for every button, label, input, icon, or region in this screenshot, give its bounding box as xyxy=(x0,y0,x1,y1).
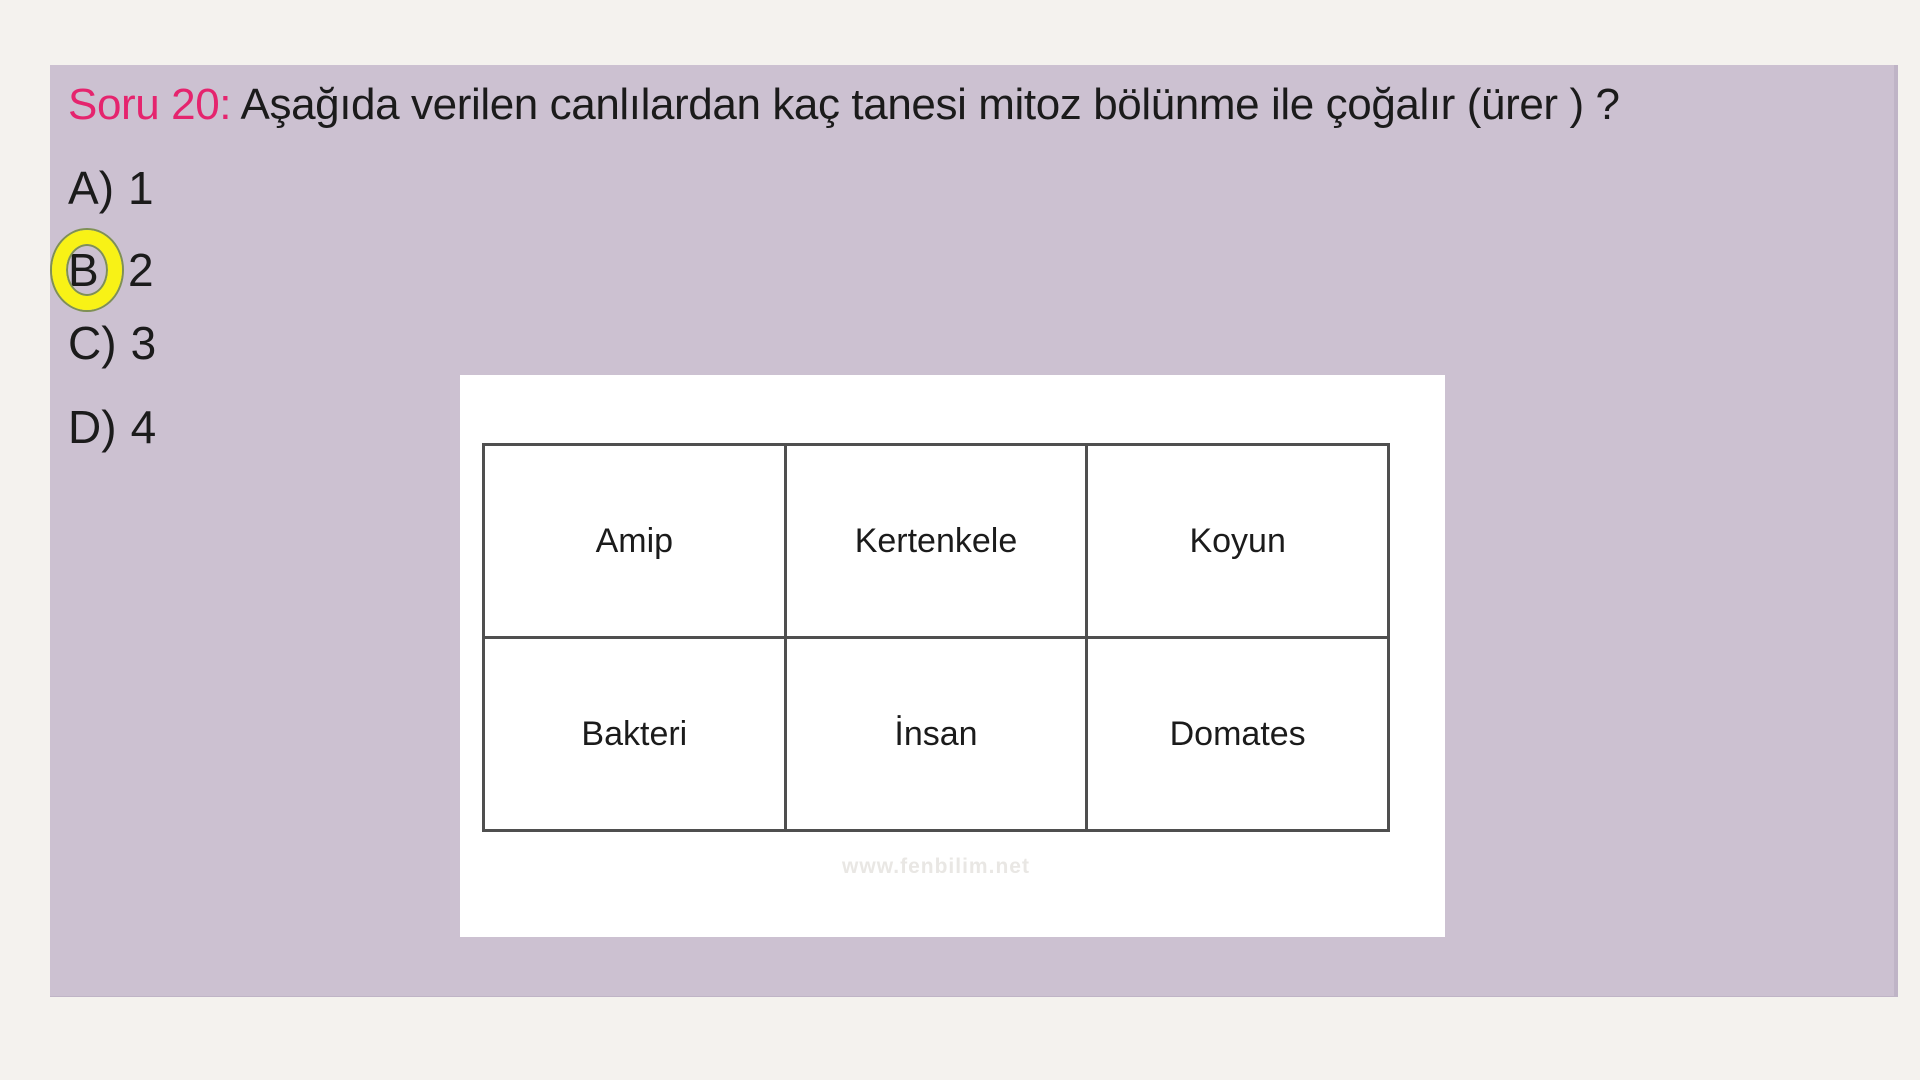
answer-highlight-ring xyxy=(52,230,122,310)
watermark: www.fenbilim.net xyxy=(842,855,1030,878)
option-value: 1 xyxy=(128,162,154,214)
option-value: 2 xyxy=(128,244,154,296)
option-value: 4 xyxy=(130,401,157,453)
option-paren: ) xyxy=(98,162,115,214)
option-c xyxy=(68,315,156,371)
option-letter: B xyxy=(68,244,99,296)
table-row xyxy=(484,638,1389,831)
option-d xyxy=(68,399,156,455)
table-cell: Bakteri xyxy=(484,638,786,831)
option-b xyxy=(68,242,154,298)
image-panel xyxy=(460,375,1445,937)
option-paren: ) xyxy=(101,401,117,453)
table-cell: İnsan xyxy=(785,638,1087,831)
question-number: Soru 20: xyxy=(68,80,232,129)
question xyxy=(68,77,1620,133)
option-value: 3 xyxy=(130,317,157,369)
option-a xyxy=(68,160,154,216)
table-cell: Koyun xyxy=(1087,445,1389,638)
organisms-table xyxy=(482,443,1390,832)
option-paren: ) xyxy=(101,317,117,369)
option-letter: D xyxy=(68,401,102,453)
option-letter: C xyxy=(68,317,102,369)
table-row xyxy=(484,445,1389,638)
question-text: Aşağıda verilen canlılardan kaç tanesi mitoz bölünme ile çoğalır (ürer ) ? xyxy=(231,80,1620,129)
quiz-slide xyxy=(50,65,1898,997)
table-cell: Domates xyxy=(1087,638,1389,831)
table-cell: Kertenkele xyxy=(785,445,1087,638)
option-letter: A xyxy=(68,162,99,214)
table-cell: Amip xyxy=(484,445,786,638)
